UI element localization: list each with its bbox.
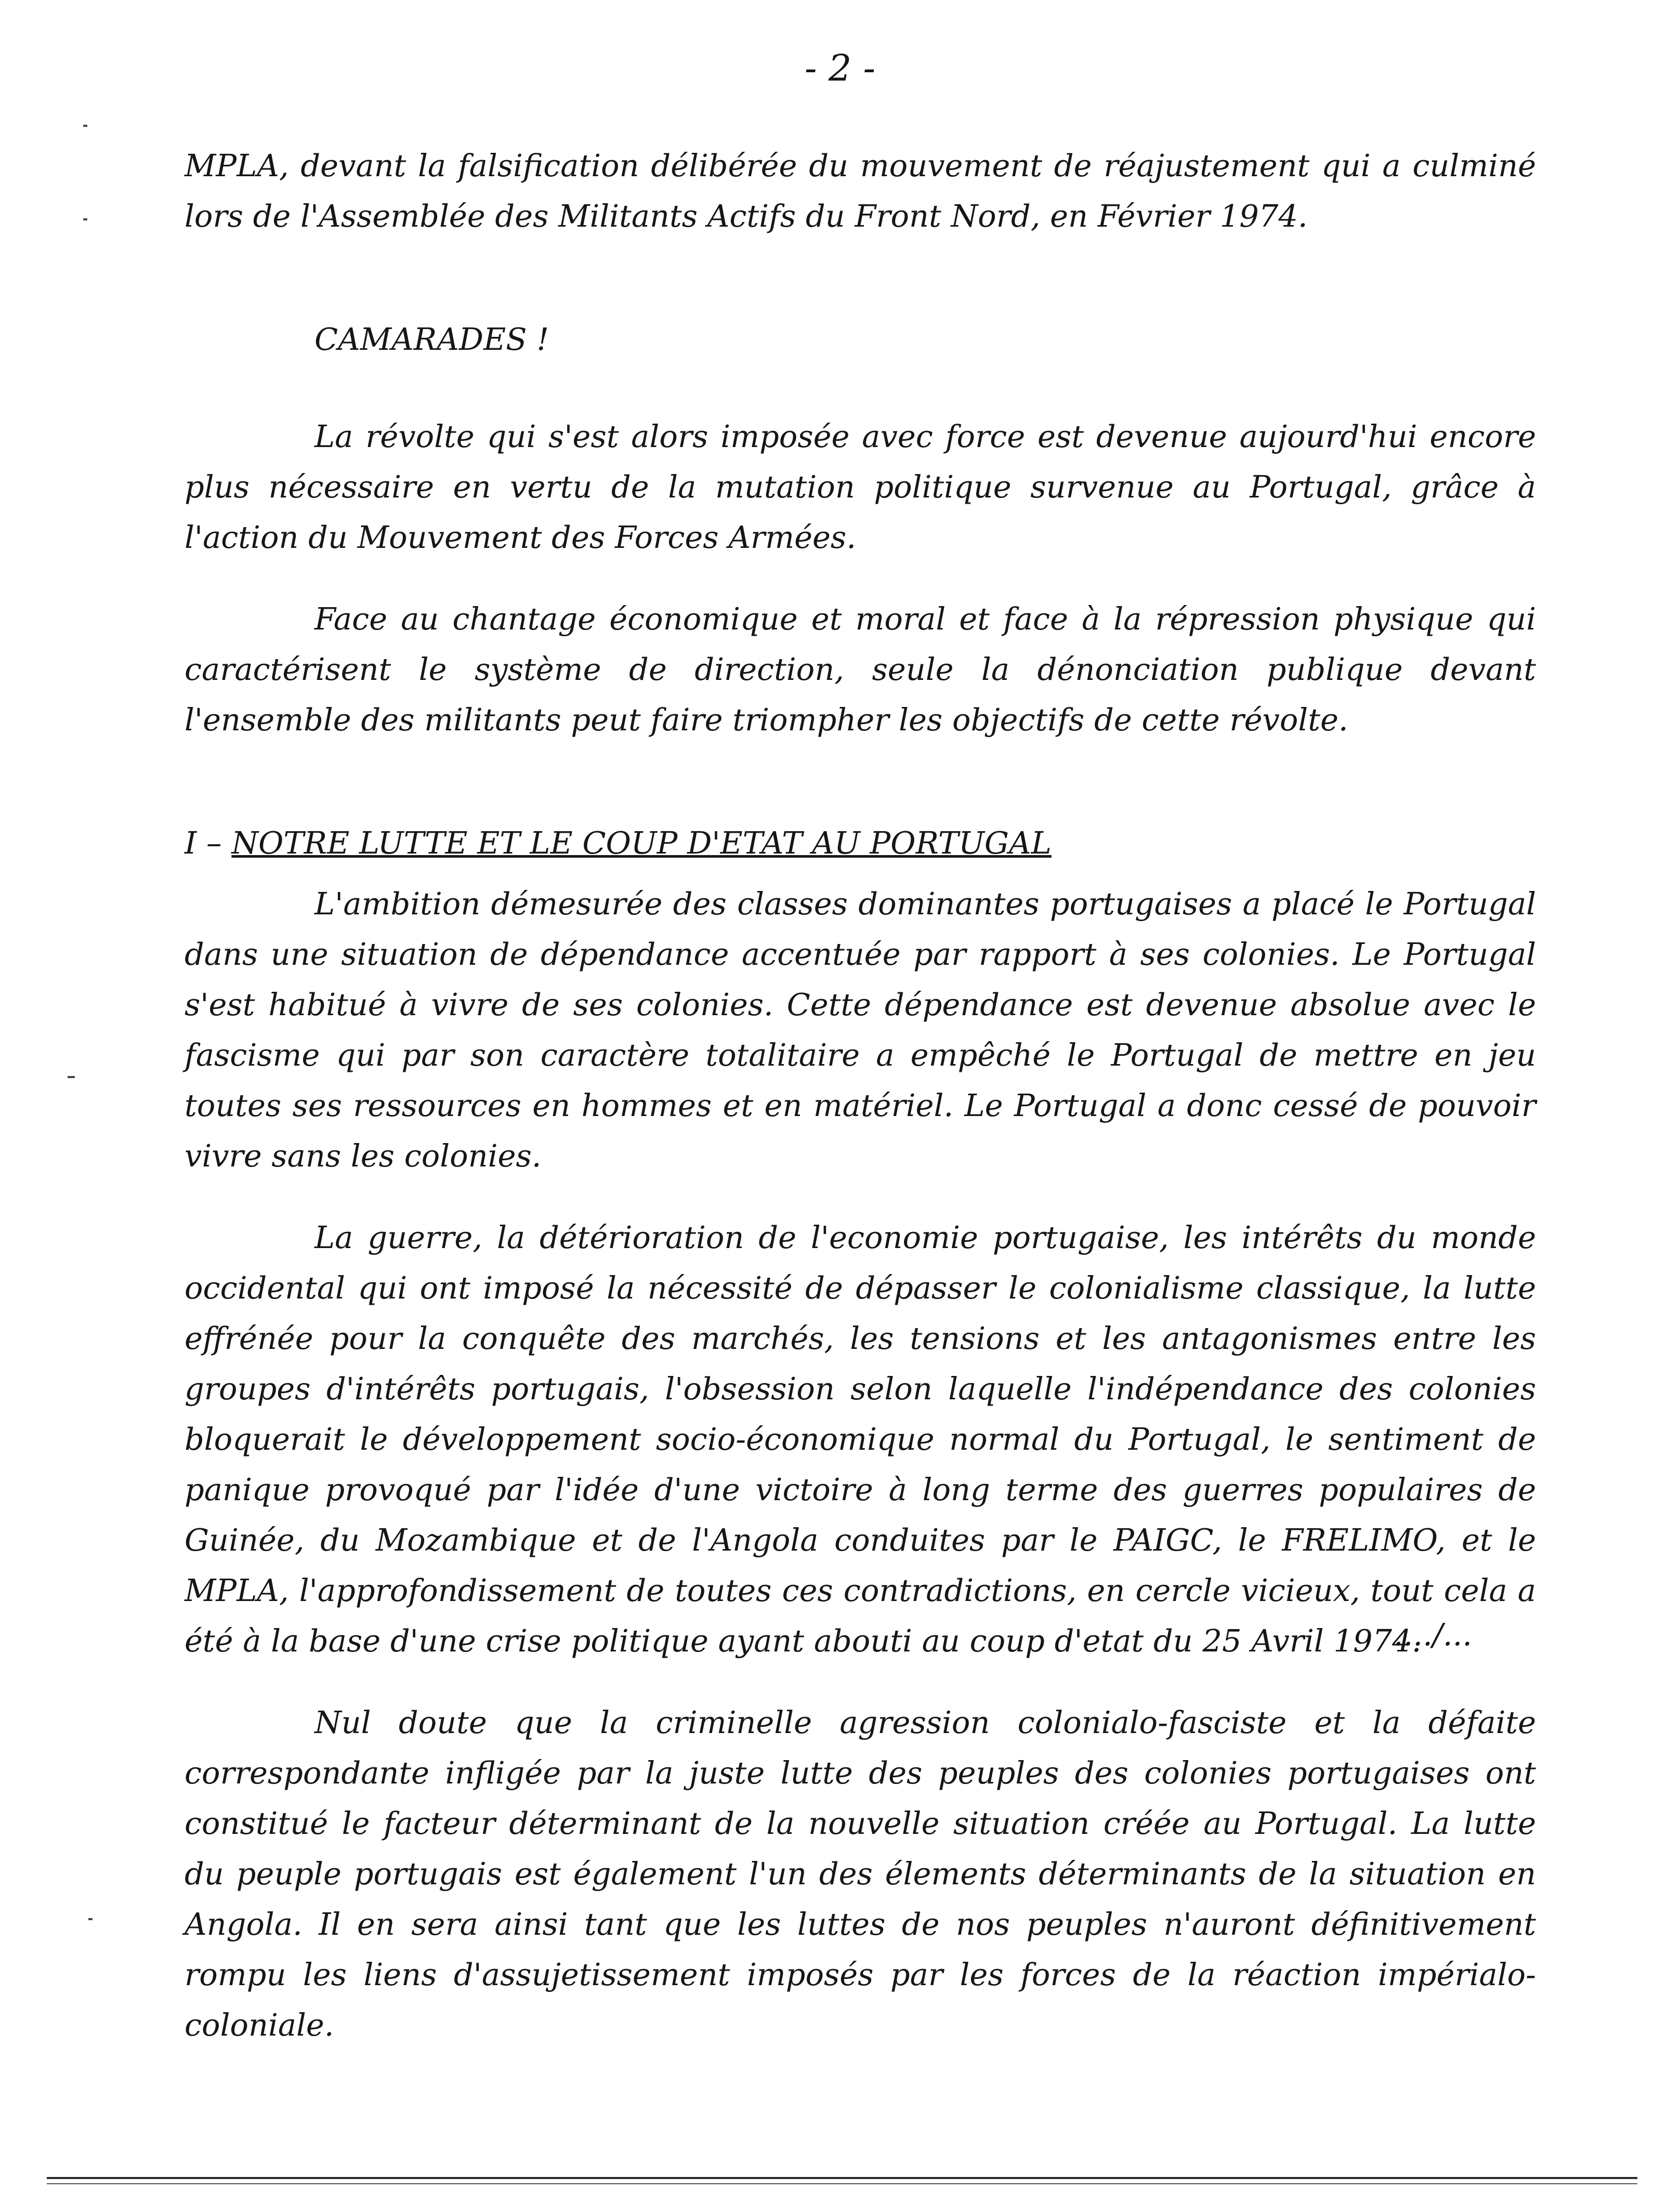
salutation: CAMARADES ! xyxy=(314,321,549,357)
paragraph: Nul doute que la criminelle agression colonialo-fasciste et la défaite correspondante infligée par la juste lutte des peuples des colonies portugaises ont constitué le facteur déterminant de la nouvelle situation créée au Portugal. La lutte du peuple portugais est également l'un des élements déterminants de la situation en Angola. Il en sera ainsi tant que les luttes de nos peuples n'auront définitivement rompu les liens d'assujetissement imposés par les forces de la réaction impérialo-coloniale. xyxy=(185,1704,1536,2043)
paragraph: Face au chantage économique et moral et face à la répression physique qui caractérisent le système de direction, seule la dénonciation publique devant l'ensemble des militants peut faire triompher les objectifs de cette révolte. xyxy=(185,601,1536,738)
document-body xyxy=(185,140,1536,2050)
section-number: I – xyxy=(185,825,222,861)
continuation-marker: ..../... xyxy=(1393,1617,1472,1652)
margin-mark xyxy=(88,1918,93,1920)
bottom-rule xyxy=(47,2183,1637,2184)
margin-mark xyxy=(83,125,87,127)
page-number: - 2 - xyxy=(804,47,876,89)
section-heading xyxy=(185,818,1536,868)
bottom-rule xyxy=(47,2177,1637,2179)
intro-paragraph: MPLA, devant la falsification délibérée du mouvement de réajustement qui a culminé lors de l'Assemblée des Militants Actifs du Front Nord, en Février 1974. xyxy=(185,148,1536,234)
margin-mark xyxy=(68,1076,75,1078)
paragraph: La révolte qui s'est alors imposée avec force est devenue aujourd'hui encore plus nécessaire en vertu de la mutation politique survenue au Portugal, grâce à l'action du Mouvement des Forces Armées. xyxy=(185,418,1536,555)
section-title: NOTRE LUTTE ET LE COUP D'ETAT AU PORTUGAL xyxy=(231,825,1052,861)
paragraph: L'ambition démesurée des classes dominantes portugaises a placé le Portugal dans une situation de dépendance accentuée par rapport à ses colonies. Le Portugal s'est habitué à vivre de ses colonies. Cette dépendance est devenue absolue avec le fascisme qui par son caractère totalitaire a empêché le Portugal de mettre en jeu toutes ses ressources en hommes et en matériel. Le Portugal a donc cessé de pouvoir vivre sans les colonies. xyxy=(185,886,1536,1174)
paragraph: La guerre, la détérioration de l'economie portugaise, les intérêts du monde occidental qui ont imposé la nécessité de dépasser le colonialisme classique, la lutte effrénée pour la conquête des marchés, les tensions et les antagonismes entre les groupes d'intérêts portugais, l'obsession selon laquelle l'indépendance des colonies bloquerait le développement socio-économique normal du Portugal, le sentiment de panique provoqué par l'idée d'une victoire à long terme des guerres populaires de Guinée, du Mozambique et de l'Angola conduites par le PAIGC, le FRELIMO, et le MPLA, l'approfondissement de toutes ces contradictions, en cercle vicieux, tout cela a été à la base d'une crise politique ayant abouti au coup d'etat du 25 Avril 1974. xyxy=(185,1219,1536,1659)
margin-mark xyxy=(83,218,87,220)
